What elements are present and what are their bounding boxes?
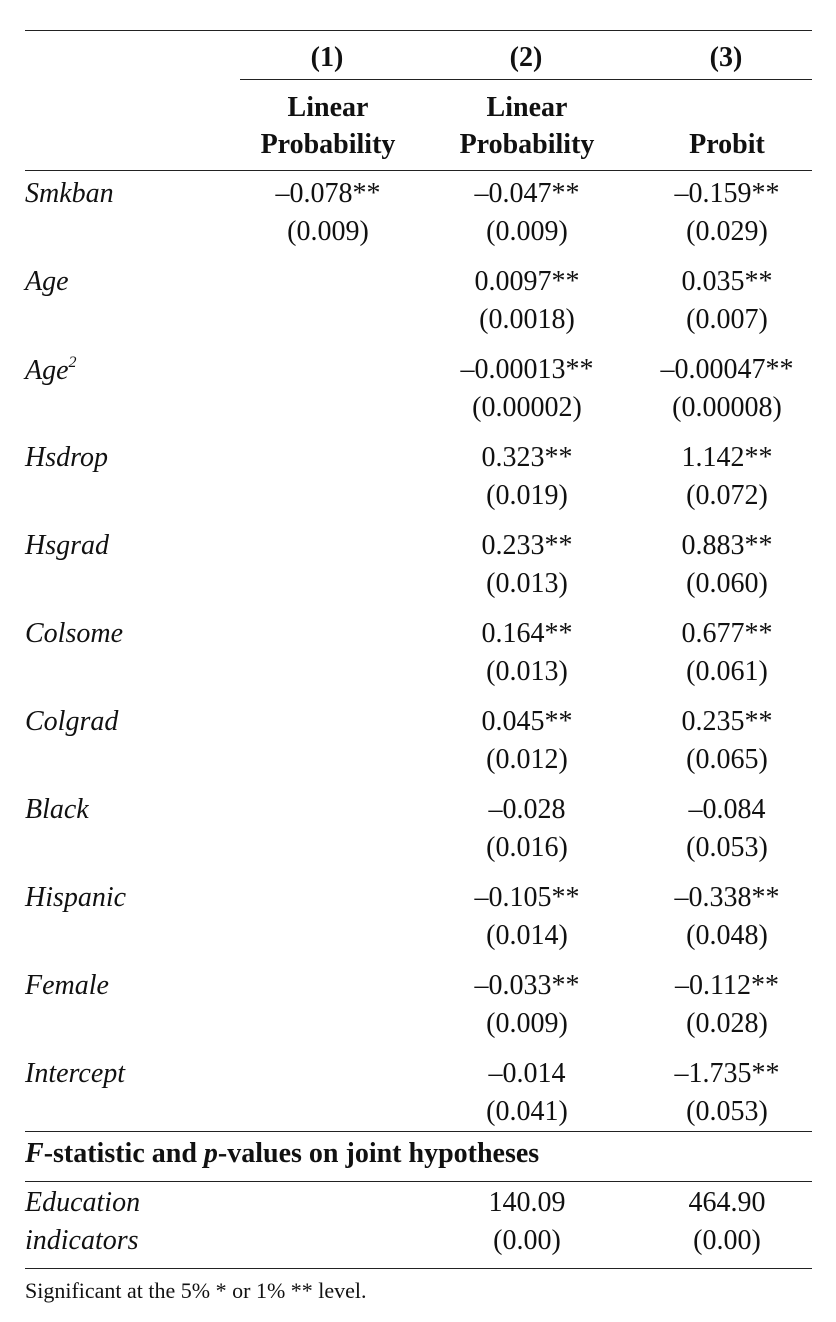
variable-superscript: 2: [68, 354, 77, 371]
coefficient-c3: 0.883**: [681, 530, 773, 561]
standard-error-c3: (0.053): [686, 1096, 768, 1127]
standard-error-c2: (0.009): [486, 1008, 568, 1039]
variable-name: Hsdrop: [25, 442, 108, 473]
coefficient-c2: –0.033**: [474, 970, 580, 1001]
standard-error-c3: (0.053): [686, 832, 768, 863]
education-indicators-label-line1: Education: [25, 1187, 141, 1218]
joint-hypotheses-heading: [25, 1138, 539, 1170]
standard-error-c2: (0.019): [486, 480, 568, 511]
coefficient-c3: –0.084: [688, 794, 766, 825]
variable-label: [25, 882, 126, 914]
coefficient-c2: –0.014: [488, 1058, 566, 1089]
coefficient-c3: –0.338**: [674, 882, 780, 913]
coefficient-c3: 0.035**: [681, 266, 773, 297]
variable-label: [25, 970, 109, 1002]
bottom-rule: [25, 1268, 812, 1269]
variable-name: Smkban: [25, 178, 114, 209]
column-number-2: (2): [509, 42, 543, 73]
heading-mid: -statistic and: [43, 1138, 204, 1169]
variable-label: [25, 1058, 125, 1090]
joint-col3-pvalue: (0.00): [693, 1225, 761, 1256]
standard-error-c2: (0.041): [486, 1096, 568, 1127]
standard-error-c3: (0.028): [686, 1008, 768, 1039]
coefficient-c3: 0.235**: [681, 706, 773, 737]
standard-error-c2: (0.013): [486, 656, 568, 687]
header-rule: [25, 170, 812, 171]
coefficient-c2: –0.028: [488, 794, 566, 825]
standard-error-c1: (0.009): [287, 216, 369, 247]
joint-col3-value: 464.90: [688, 1187, 766, 1218]
variable-label: [25, 178, 114, 210]
variable-name: Intercept: [25, 1058, 126, 1089]
coefficient-c2: 0.233**: [481, 530, 573, 561]
variable-label: [25, 354, 77, 387]
standard-error-c2: (0.016): [486, 832, 568, 863]
section-rule-bottom: [25, 1181, 812, 1182]
variable-name: Black: [25, 794, 89, 825]
coefficient-c2: –0.047**: [474, 178, 580, 209]
column-header-2-line2: Probability: [459, 129, 595, 160]
variable-label: [25, 794, 89, 826]
coefficient-c2: –0.105**: [474, 882, 580, 913]
standard-error-c3: (0.048): [686, 920, 768, 951]
standard-error-c3: (0.061): [686, 656, 768, 687]
joint-col2-value: 140.09: [488, 1187, 566, 1218]
coefficient-c2: 0.045**: [481, 706, 573, 737]
top-rule: [25, 30, 812, 31]
standard-error-c2: (0.009): [486, 216, 568, 247]
coefficient-c2: 0.164**: [481, 618, 573, 649]
standard-error-c2: (0.014): [486, 920, 568, 951]
coefficient-c3: –0.112**: [675, 970, 779, 1001]
coefficient-c3: –1.735**: [674, 1058, 780, 1089]
variable-name: Colgrad: [25, 706, 119, 737]
column-number-1: (1): [310, 42, 344, 73]
standard-error-c2: (0.012): [486, 744, 568, 775]
p-letter: p: [203, 1138, 218, 1169]
standard-error-c3: (0.007): [686, 304, 768, 335]
variable-label: [25, 618, 123, 650]
variable-name: Colsome: [25, 618, 123, 649]
standard-error-c2: (0.013): [486, 568, 568, 599]
standard-error-c3: (0.00008): [672, 392, 782, 423]
variable-label: [25, 442, 108, 474]
variable-name: Hsgrad: [25, 530, 110, 561]
variable-label: [25, 530, 109, 562]
standard-error-c3: (0.060): [686, 568, 768, 599]
standard-error-c3: (0.065): [686, 744, 768, 775]
coefficient-c1: –0.078**: [275, 178, 381, 209]
coefficient-c2: –0.00013**: [460, 354, 594, 385]
column-header-1-line2: Probability: [260, 129, 396, 160]
f-letter: F: [25, 1138, 44, 1169]
section-rule-top: [25, 1131, 812, 1132]
coefficient-c2: 0.0097**: [474, 266, 580, 297]
variable-label: [25, 266, 69, 298]
column-header-3-line2: Probit: [689, 129, 765, 160]
education-indicators-label-line2: indicators: [25, 1225, 139, 1256]
heading-end: -values on joint hypotheses: [217, 1138, 540, 1169]
variable-name: Age: [25, 266, 69, 297]
variable-name: Hispanic: [25, 882, 127, 913]
coefficient-c3: 1.142**: [681, 442, 773, 473]
coefficient-c3: 0.677**: [681, 618, 773, 649]
standard-error-c3: (0.029): [686, 216, 768, 247]
variable-name: Female: [25, 970, 109, 1001]
standard-error-c3: (0.072): [686, 480, 768, 511]
variable-label: [25, 706, 118, 738]
coefficient-c3: –0.159**: [674, 178, 780, 209]
variable-name: Age: [25, 355, 69, 386]
coefficient-c2: 0.323**: [481, 442, 573, 473]
significance-note: Significant at the 5% * or 1% ** level.: [25, 1278, 367, 1303]
coefficient-c3: –0.00047**: [660, 354, 794, 385]
column-number-rule: [240, 79, 812, 80]
column-number-3: (3): [709, 42, 743, 73]
standard-error-c2: (0.00002): [472, 392, 582, 423]
column-header-1-line1: Linear: [287, 92, 369, 123]
joint-col2-pvalue: (0.00): [493, 1225, 561, 1256]
column-header-2-line1: Linear: [486, 92, 568, 123]
standard-error-c2: (0.0018): [479, 304, 575, 335]
